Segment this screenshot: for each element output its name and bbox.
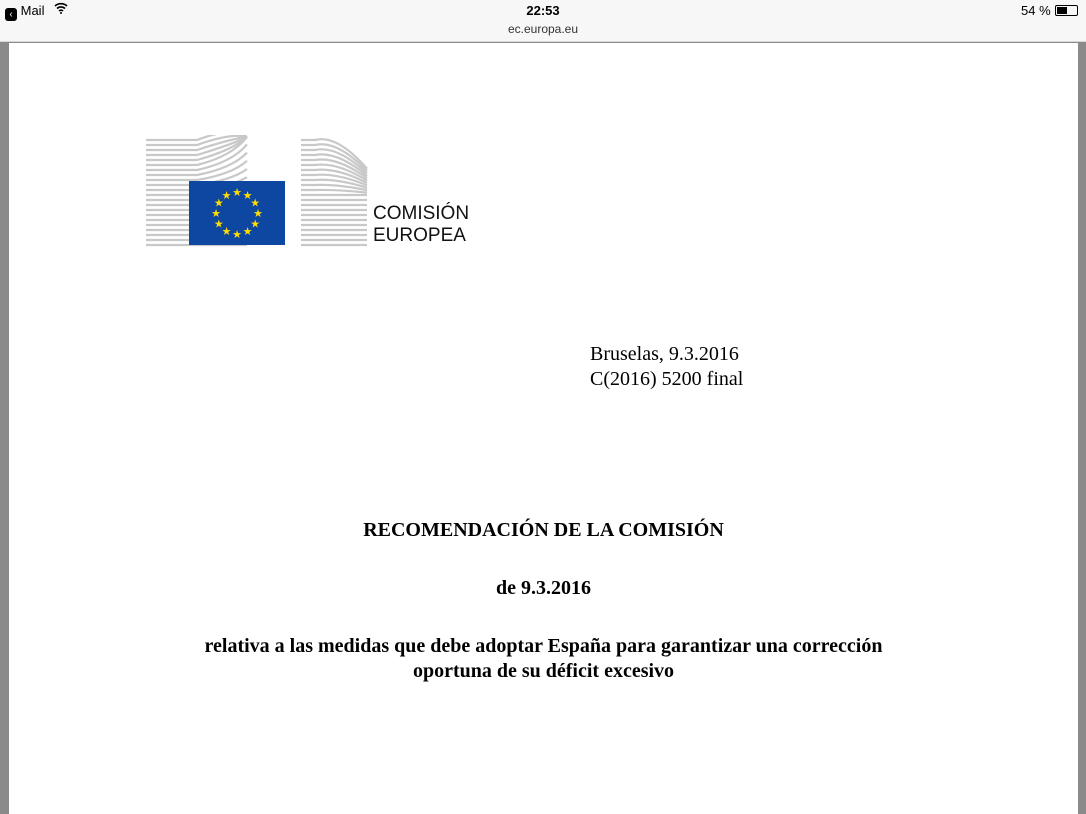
eu-star-icon: ★: [213, 218, 224, 231]
eu-star-icon: ★: [221, 189, 232, 202]
eu-star-icon: ★: [213, 197, 224, 210]
eu-star-icon: ★: [250, 218, 261, 231]
european-commission-logo: [137, 135, 377, 247]
back-icon: ‹: [5, 8, 17, 21]
document-reference: C(2016) 5200 final: [590, 368, 744, 390]
document-title: RECOMENDACIÓN DE LA COMISIÓN: [363, 519, 724, 541]
url-bar[interactable]: ec.europa.eu: [507, 22, 579, 36]
eu-star-icon: ★: [221, 226, 232, 239]
document-date: de 9.3.2016: [496, 577, 591, 599]
status-bar: [0, 0, 1086, 42]
eu-star-icon: ★: [232, 229, 242, 241]
eu-star-icon: ★: [211, 208, 221, 220]
battery-icon: [1055, 5, 1078, 16]
eu-star-icon: ★: [242, 189, 253, 202]
back-to-app[interactable]: ‹ Mail: [5, 3, 44, 21]
clock: 22:53: [526, 3, 560, 18]
document-subject: relativa a las medidas que debe adoptar España para garantizar una corrección oportuna de su déficit excesivo: [204, 635, 883, 682]
eu-star-icon: ★: [250, 197, 261, 210]
battery-percent: 54 %: [1021, 3, 1051, 18]
document-header: [590, 342, 743, 392]
logo-text: COMISIÓN EUROPEA: [373, 203, 470, 246]
eu-star-icon: ★: [253, 208, 263, 220]
eu-star-icon: ★: [242, 226, 253, 239]
eu-star-icon: ★: [232, 187, 242, 199]
pdf-page: [9, 43, 1078, 814]
place-date: Bruselas, 9.3.2016: [590, 343, 739, 365]
